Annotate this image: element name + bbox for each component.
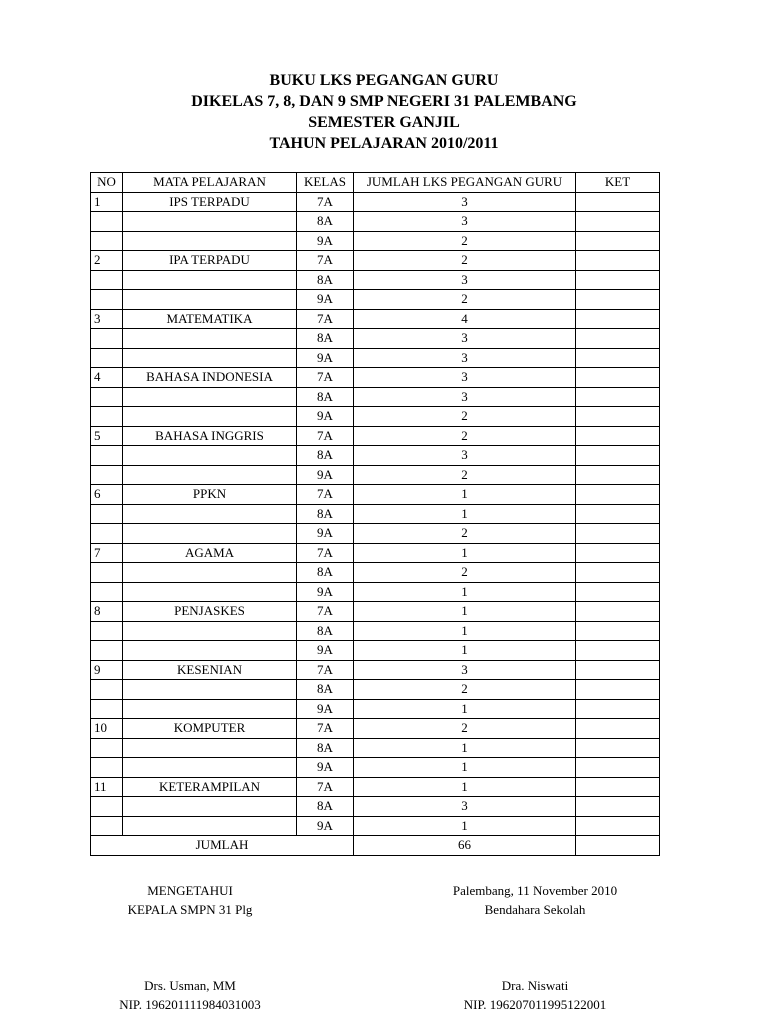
cell-jumlah: 3 bbox=[354, 348, 576, 368]
table-row bbox=[91, 329, 660, 349]
table-row bbox=[91, 719, 660, 739]
cell-no: 3 bbox=[91, 309, 123, 329]
cell-ket bbox=[576, 329, 660, 349]
table-row bbox=[91, 543, 660, 563]
cell-ket bbox=[576, 660, 660, 680]
cell-kelas: 8A bbox=[297, 387, 354, 407]
title-line-1: BUKU LKS PEGANGAN GURU bbox=[269, 72, 499, 89]
table-row bbox=[91, 407, 660, 427]
cell-mata-pelajaran: KESENIAN bbox=[123, 660, 297, 680]
cell-kelas: 8A bbox=[297, 738, 354, 758]
cell-ket bbox=[576, 426, 660, 446]
cell-ket bbox=[576, 485, 660, 505]
cell-ket bbox=[576, 504, 660, 524]
cell-ket bbox=[576, 563, 660, 583]
cell-ket bbox=[576, 309, 660, 329]
cell-no: 4 bbox=[91, 368, 123, 388]
cell-kelas: 9A bbox=[297, 816, 354, 836]
cell-ket bbox=[576, 251, 660, 271]
sig-left-line2: KEPALA SMPN 31 Plg bbox=[127, 902, 253, 917]
table-row bbox=[91, 738, 660, 758]
cell-no bbox=[91, 465, 123, 485]
title-line-4: TAHUN PELAJARAN 2010/2011 bbox=[269, 135, 499, 152]
cell-ket bbox=[576, 719, 660, 739]
cell-ket bbox=[576, 543, 660, 563]
cell-no: 8 bbox=[91, 602, 123, 622]
cell-mata-pelajaran bbox=[123, 524, 297, 544]
document-title bbox=[0, 70, 768, 154]
cell-mata-pelajaran bbox=[123, 290, 297, 310]
cell-mata-pelajaran bbox=[123, 387, 297, 407]
cell-ket bbox=[576, 680, 660, 700]
table-row bbox=[91, 602, 660, 622]
cell-no bbox=[91, 563, 123, 583]
header-no: NO bbox=[91, 173, 123, 193]
cell-jumlah: 1 bbox=[354, 602, 576, 622]
table-row bbox=[91, 504, 660, 524]
table-row bbox=[91, 192, 660, 212]
cell-jumlah: 2 bbox=[354, 426, 576, 446]
cell-no bbox=[91, 621, 123, 641]
cell-jumlah: 3 bbox=[354, 270, 576, 290]
cell-ket bbox=[576, 270, 660, 290]
cell-no bbox=[91, 212, 123, 232]
cell-no bbox=[91, 290, 123, 310]
cell-jumlah: 1 bbox=[354, 641, 576, 661]
table-row bbox=[91, 251, 660, 271]
sig-right-line2: Bendahara Sekolah bbox=[484, 902, 586, 917]
cell-ket bbox=[576, 407, 660, 427]
table-row bbox=[91, 641, 660, 661]
total-value: 66 bbox=[354, 836, 576, 856]
cell-no bbox=[91, 680, 123, 700]
cell-no bbox=[91, 231, 123, 251]
cell-no: 11 bbox=[91, 777, 123, 797]
cell-jumlah: 2 bbox=[354, 231, 576, 251]
cell-kelas: 7A bbox=[297, 368, 354, 388]
cell-ket bbox=[576, 387, 660, 407]
cell-mata-pelajaran: BAHASA INDONESIA bbox=[123, 368, 297, 388]
table-row bbox=[91, 270, 660, 290]
total-row bbox=[91, 836, 660, 856]
cell-mata-pelajaran bbox=[123, 465, 297, 485]
cell-mata-pelajaran bbox=[123, 329, 297, 349]
cell-mata-pelajaran bbox=[123, 563, 297, 583]
cell-mata-pelajaran bbox=[123, 816, 297, 836]
header-kelas: KELAS bbox=[297, 173, 354, 193]
cell-ket bbox=[576, 582, 660, 602]
cell-ket bbox=[576, 524, 660, 544]
cell-ket bbox=[576, 290, 660, 310]
cell-mata-pelajaran: KETERAMPILAN bbox=[123, 777, 297, 797]
cell-kelas: 9A bbox=[297, 465, 354, 485]
cell-jumlah: 2 bbox=[354, 465, 576, 485]
cell-kelas: 9A bbox=[297, 348, 354, 368]
total-label: JUMLAH bbox=[91, 836, 354, 856]
cell-jumlah: 2 bbox=[354, 407, 576, 427]
cell-jumlah: 3 bbox=[354, 446, 576, 466]
cell-mata-pelajaran bbox=[123, 797, 297, 817]
signature-left bbox=[90, 881, 290, 919]
header-ket: KET bbox=[576, 173, 660, 193]
cell-no: 10 bbox=[91, 719, 123, 739]
total-ket bbox=[576, 836, 660, 856]
cell-jumlah: 1 bbox=[354, 485, 576, 505]
cell-no: 7 bbox=[91, 543, 123, 563]
cell-mata-pelajaran: PPKN bbox=[123, 485, 297, 505]
table-row bbox=[91, 485, 660, 505]
cell-mata-pelajaran bbox=[123, 641, 297, 661]
cell-jumlah: 2 bbox=[354, 680, 576, 700]
cell-kelas: 9A bbox=[297, 231, 354, 251]
table-row bbox=[91, 816, 660, 836]
cell-jumlah: 1 bbox=[354, 582, 576, 602]
cell-kelas: 7A bbox=[297, 192, 354, 212]
cell-no: 2 bbox=[91, 251, 123, 271]
cell-mata-pelajaran bbox=[123, 699, 297, 719]
cell-mata-pelajaran: KOMPUTER bbox=[123, 719, 297, 739]
cell-ket bbox=[576, 212, 660, 232]
cell-ket bbox=[576, 465, 660, 485]
cell-mata-pelajaran bbox=[123, 407, 297, 427]
table-row bbox=[91, 758, 660, 778]
cell-ket bbox=[576, 368, 660, 388]
cell-jumlah: 3 bbox=[354, 660, 576, 680]
cell-jumlah: 2 bbox=[354, 290, 576, 310]
table-body bbox=[91, 192, 660, 836]
cell-kelas: 9A bbox=[297, 407, 354, 427]
table-row bbox=[91, 212, 660, 232]
cell-kelas: 7A bbox=[297, 543, 354, 563]
table-row bbox=[91, 680, 660, 700]
cell-no bbox=[91, 407, 123, 427]
cell-mata-pelajaran bbox=[123, 270, 297, 290]
cell-kelas: 7A bbox=[297, 251, 354, 271]
cell-ket bbox=[576, 777, 660, 797]
cell-no: 1 bbox=[91, 192, 123, 212]
signature-right-name bbox=[420, 976, 650, 1014]
table-row bbox=[91, 563, 660, 583]
cell-kelas: 7A bbox=[297, 426, 354, 446]
cell-no: 9 bbox=[91, 660, 123, 680]
signature-left-name bbox=[90, 976, 290, 1014]
cell-kelas: 8A bbox=[297, 329, 354, 349]
title-line-2: DIKELAS 7, 8, DAN 9 SMP NEGERI 31 PALEMBANG bbox=[191, 93, 577, 110]
cell-kelas: 8A bbox=[297, 563, 354, 583]
cell-ket bbox=[576, 621, 660, 641]
cell-mata-pelajaran bbox=[123, 348, 297, 368]
cell-no bbox=[91, 758, 123, 778]
cell-ket bbox=[576, 816, 660, 836]
cell-kelas: 8A bbox=[297, 680, 354, 700]
cell-kelas: 9A bbox=[297, 699, 354, 719]
cell-kelas: 9A bbox=[297, 290, 354, 310]
sig-left-name: Drs. Usman, MM bbox=[144, 978, 236, 993]
cell-mata-pelajaran bbox=[123, 504, 297, 524]
table-row bbox=[91, 777, 660, 797]
cell-ket bbox=[576, 758, 660, 778]
cell-jumlah: 4 bbox=[354, 309, 576, 329]
cell-mata-pelajaran bbox=[123, 582, 297, 602]
cell-no bbox=[91, 797, 123, 817]
cell-no bbox=[91, 504, 123, 524]
sig-right-line1: Palembang, 11 November 2010 bbox=[452, 883, 618, 898]
table-row bbox=[91, 231, 660, 251]
cell-mata-pelajaran: MATEMATIKA bbox=[123, 309, 297, 329]
cell-mata-pelajaran bbox=[123, 621, 297, 641]
title-line-3: SEMESTER GANJIL bbox=[308, 114, 460, 131]
cell-no: 5 bbox=[91, 426, 123, 446]
cell-kelas: 9A bbox=[297, 641, 354, 661]
table-row bbox=[91, 797, 660, 817]
table-row bbox=[91, 660, 660, 680]
sig-right-name: Dra. Niswati bbox=[501, 978, 569, 993]
sig-left-nip: NIP. 196201111984031003 bbox=[119, 997, 261, 1012]
cell-no bbox=[91, 641, 123, 661]
cell-no bbox=[91, 387, 123, 407]
cell-no bbox=[91, 329, 123, 349]
table-row bbox=[91, 368, 660, 388]
cell-mata-pelajaran: IPA TERPADU bbox=[123, 251, 297, 271]
cell-ket bbox=[576, 446, 660, 466]
cell-jumlah: 1 bbox=[354, 738, 576, 758]
lks-table bbox=[90, 172, 660, 856]
cell-kelas: 8A bbox=[297, 797, 354, 817]
cell-no bbox=[91, 816, 123, 836]
cell-jumlah: 3 bbox=[354, 212, 576, 232]
cell-jumlah: 2 bbox=[354, 719, 576, 739]
cell-ket bbox=[576, 348, 660, 368]
cell-mata-pelajaran: BAHASA INGGRIS bbox=[123, 426, 297, 446]
cell-kelas: 8A bbox=[297, 212, 354, 232]
cell-kelas: 7A bbox=[297, 660, 354, 680]
cell-ket bbox=[576, 192, 660, 212]
table-row bbox=[91, 309, 660, 329]
cell-kelas: 8A bbox=[297, 504, 354, 524]
table-row bbox=[91, 524, 660, 544]
cell-no bbox=[91, 270, 123, 290]
cell-no bbox=[91, 446, 123, 466]
cell-jumlah: 2 bbox=[354, 251, 576, 271]
cell-kelas: 7A bbox=[297, 602, 354, 622]
cell-mata-pelajaran bbox=[123, 231, 297, 251]
cell-jumlah: 2 bbox=[354, 563, 576, 583]
cell-mata-pelajaran bbox=[123, 738, 297, 758]
cell-jumlah: 3 bbox=[354, 329, 576, 349]
cell-jumlah: 2 bbox=[354, 524, 576, 544]
table-row bbox=[91, 699, 660, 719]
table-row bbox=[91, 290, 660, 310]
cell-kelas: 8A bbox=[297, 621, 354, 641]
sig-right-nip: NIP. 196207011995122001 bbox=[463, 997, 607, 1012]
cell-jumlah: 1 bbox=[354, 816, 576, 836]
cell-jumlah: 1 bbox=[354, 543, 576, 563]
cell-mata-pelajaran bbox=[123, 758, 297, 778]
cell-jumlah: 3 bbox=[354, 368, 576, 388]
cell-jumlah: 3 bbox=[354, 387, 576, 407]
table-row bbox=[91, 621, 660, 641]
cell-no bbox=[91, 582, 123, 602]
header-mata-pelajaran: MATA PELAJARAN bbox=[123, 173, 297, 193]
cell-kelas: 7A bbox=[297, 309, 354, 329]
cell-mata-pelajaran: IPS TERPADU bbox=[123, 192, 297, 212]
cell-ket bbox=[576, 699, 660, 719]
cell-ket bbox=[576, 797, 660, 817]
cell-ket bbox=[576, 602, 660, 622]
table-row bbox=[91, 446, 660, 466]
cell-mata-pelajaran bbox=[123, 446, 297, 466]
table-row bbox=[91, 426, 660, 446]
cell-kelas: 8A bbox=[297, 446, 354, 466]
table-row bbox=[91, 465, 660, 485]
cell-mata-pelajaran bbox=[123, 212, 297, 232]
cell-jumlah: 1 bbox=[354, 699, 576, 719]
sig-left-line1: MENGETAHUI bbox=[147, 883, 233, 898]
cell-jumlah: 1 bbox=[354, 621, 576, 641]
cell-ket bbox=[576, 231, 660, 251]
cell-ket bbox=[576, 641, 660, 661]
cell-jumlah: 1 bbox=[354, 758, 576, 778]
table-header-row bbox=[91, 173, 660, 193]
signature-right bbox=[420, 881, 650, 919]
cell-jumlah: 3 bbox=[354, 797, 576, 817]
header-jumlah: JUMLAH LKS PEGANGAN GURU bbox=[354, 173, 576, 193]
cell-jumlah: 1 bbox=[354, 777, 576, 797]
cell-no bbox=[91, 738, 123, 758]
cell-kelas: 7A bbox=[297, 485, 354, 505]
cell-mata-pelajaran: AGAMA bbox=[123, 543, 297, 563]
cell-kelas: 9A bbox=[297, 758, 354, 778]
cell-no: 6 bbox=[91, 485, 123, 505]
table-row bbox=[91, 582, 660, 602]
cell-kelas: 7A bbox=[297, 719, 354, 739]
cell-no bbox=[91, 524, 123, 544]
cell-ket bbox=[576, 738, 660, 758]
cell-jumlah: 3 bbox=[354, 192, 576, 212]
cell-kelas: 9A bbox=[297, 582, 354, 602]
cell-mata-pelajaran: PENJASKES bbox=[123, 602, 297, 622]
cell-mata-pelajaran bbox=[123, 680, 297, 700]
cell-no bbox=[91, 348, 123, 368]
table-row bbox=[91, 348, 660, 368]
cell-kelas: 8A bbox=[297, 270, 354, 290]
cell-no bbox=[91, 699, 123, 719]
table-row bbox=[91, 387, 660, 407]
cell-jumlah: 1 bbox=[354, 504, 576, 524]
cell-kelas: 9A bbox=[297, 524, 354, 544]
cell-kelas: 7A bbox=[297, 777, 354, 797]
